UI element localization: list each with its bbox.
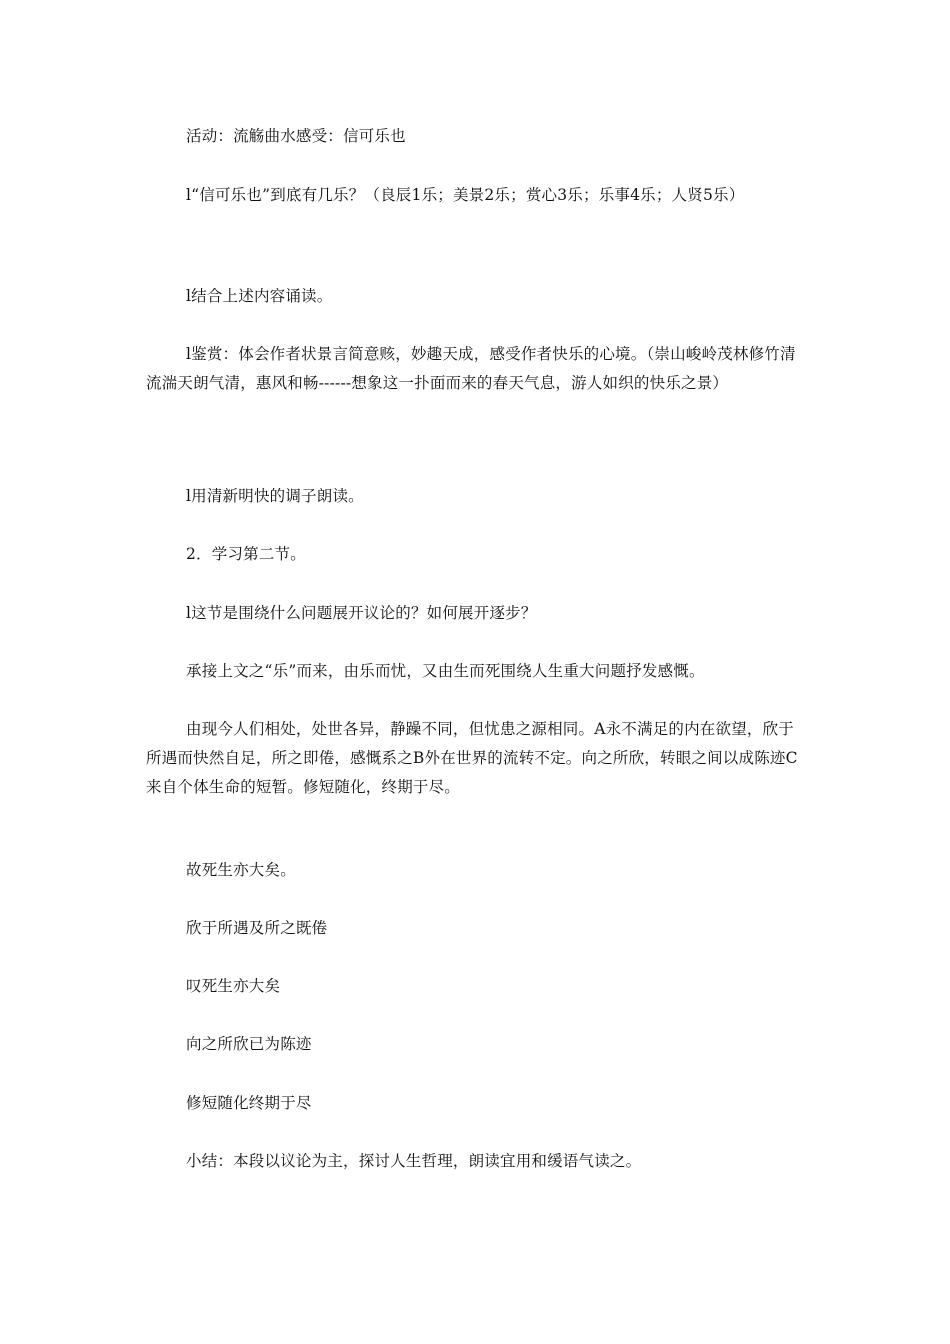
paragraph-activity: 活动：流觞曲水感受：信可乐也 (186, 127, 406, 145)
paragraph-transition: 承接上文之“乐”而来，由乐而忧，又由生而死围绕人生重大问题抒发感慨。 (186, 662, 705, 680)
paragraph-section-two: 2．学习第二节。 (186, 545, 306, 563)
paragraph-appreciation: l鉴赏：体会作者状景言简意赅，妙趣天成，感受作者快乐的心境。（崇山峻岭茂林修竹清流湍天朗气清，惠风和畅------想象这一扑面而来的春天气息，游人如织的快乐之景） (146, 345, 796, 392)
paragraph-read-brightly: l用清新明快的调子朗读。 (186, 487, 364, 505)
paragraph-life-death: 故死生亦大矣。 (186, 861, 296, 879)
paragraph-line-2: 叹死生亦大矣 (186, 977, 281, 995)
paragraph-line-4: 修短随化终期于尽 (186, 1094, 312, 1112)
paragraph-recite: l结合上述内容诵读。 (186, 287, 333, 305)
paragraph-summary: 小结：本段以议论为主，探讨人生哲理，朗读宜用和缓语气读之。 (186, 1152, 642, 1170)
paragraph-analysis: 由现今人们相处，处世各异，静躁不同，但忧患之源相同。A永不满足的内在欲望，欣于所遇而快然自足，所之即倦，感慨系之B外在世界的流转不定。向之所欣，转眼之间以成陈迹C来自个体生命的短暂。修短随化，终期于尽。 (146, 720, 798, 796)
paragraph-line-3: 向之所欣已为陈迹 (186, 1035, 312, 1053)
paragraph-joys-question: l“信可乐也”到底有几乐？（良辰1乐；美景2乐；赏心3乐；乐事4乐；人贤5乐） (186, 186, 745, 204)
paragraph-discussion-question: l这节是围绕什么问题展开议论的？如何展开逐步？ (186, 604, 537, 622)
paragraph-line-1: 欣于所遇及所之既倦 (186, 919, 328, 937)
